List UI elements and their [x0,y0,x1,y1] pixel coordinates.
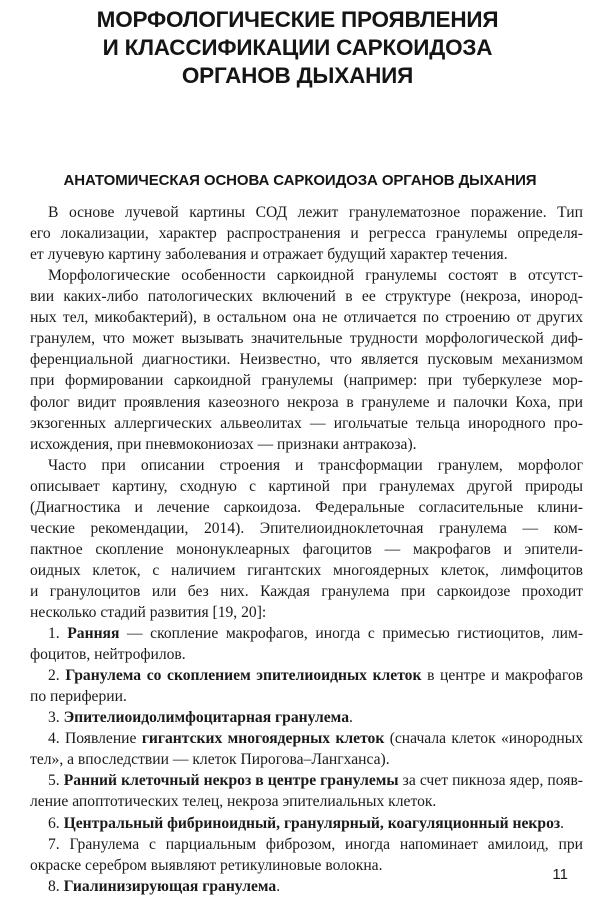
stage-term: Эпителиоидолимфоцитарная гранулема [63,709,349,727]
text-line: пактное скопление мононуклеарных фагоцитов — макрофагов и эпители- [30,540,583,558]
text-line: (Диагностика и лечение саркоидоза. Федеральные согласительные клини- [30,498,583,516]
list-item-lead: 3. [48,709,64,727]
text-line: оидных клеток, с наличием гигантских многоядерных клеток, лимфоцитов [30,561,583,579]
text-line [48,665,583,686]
text-line: ференциальной диагностики. Неизвестно, что является пусковым механизмом [30,351,583,369]
text-line [48,728,583,749]
list-item-lead: 1. [48,625,68,642]
list-item-lead: 5. [48,772,64,790]
section-title: АНАТОМИЧЕСКАЯ ОСНОВА САРКОИДОЗА ОРГАНОВ ДЫХАНИЯ [63,172,537,189]
list-item-lead: 2. [48,667,66,685]
text-line: его локализации, характер распространения и регресса гранулемы определя- [30,225,583,243]
text-line: окраске серебром выявляют ретикулиновые волокна. [30,856,383,874]
text-line: гранулем, что может вызывать значительные трудности морфологической диф- [30,330,583,348]
list-item-rest: — скопление макрофагов, иногда с примесью гистиоцитов, лим- [119,625,584,642]
text-line [48,876,583,897]
list-item-rest: . [560,814,565,832]
stage-term: Ранний клеточный некроз в центре гранулемы [63,772,399,790]
stage-term: гигантских многоядерных клеток [141,730,385,748]
text-line [48,623,583,644]
chapter-title-line: ОРГАНОВ ДЫХАНИЯ [181,63,414,88]
list-item-rest: . [276,877,281,895]
text-line [48,770,583,791]
text-line: тел», а впоследствии — клеток Пирогова–Лангханса). [30,751,390,769]
chapter-title-line: И КЛАССИФИКАЦИИ САРКОИДОЗА [102,35,493,60]
text-line: описывает картину, сходную с картиной при гранулемах другой природы [30,477,583,495]
text-line: при формировании саркоидной гранулемы (например: при туберкулезе мор- [30,372,583,390]
text-line [48,813,583,834]
stage-term: Центральный фибриноидный, гранулярный, коагуляционный некроз [63,814,561,832]
text-line: ление апоптотических телец, некроза эпителиальных клеток. [30,793,437,811]
text-line: фоцитов, нейтрофилов. [30,646,186,663]
text-line: ных тел, микобактерий), в остальном она не отличается по строению от других [30,309,583,327]
text-line: 7. Гранулема с парциальным фиброзом, иногда напоминает амилоид, при [48,835,583,853]
stage-term: Гиалинизирующая гранулема [63,877,277,895]
text-line: Часто при описании строения и трансформации гранулем, морфолог [48,456,583,474]
text-line: ческие рекомендации, 2014). Эпителиоидноклеточная гранулема — ком- [30,519,583,537]
list-item-rest: (сначала клеток «инородных [384,730,583,748]
list-item-lead: 4. Появление [48,730,142,748]
page-number: 11 [552,866,568,883]
chapter-title-line: МОРФОЛОГИЧЕСКИЕ ПРОЯВЛЕНИЯ [96,7,499,32]
list-item-rest: в центре и макрофагов [421,667,583,685]
text-line: экзогенных аллергических альвеолитах — игольчатые тельца инородного про- [30,414,583,432]
stage-term: Гранулема со скоплением эпителиоидных клеток [65,667,422,685]
text-line: фолог видит проявления казеозного некроза в гранулеме и палочки Коха, при [30,393,583,411]
text-line: вии каких-либо патологических включений в ее структуре (некроза, инород- [30,288,583,306]
text-line [48,707,583,728]
list-item-rest: . [349,709,353,727]
text-line: Морфологические особенности саркоидной гранулемы состоят в отсутст- [48,267,583,285]
chapter-title [20,6,575,90]
stage-term: Ранняя [67,625,120,642]
text-line: ет лучевую картину заболевания и отражает будущий характер течения. [30,246,508,264]
text-line: по периферии. [30,688,127,706]
text-line: В основе лучевой картины СОД лежит гранулематозное поражение. Тип [48,204,583,221]
list-item-lead: 6. [48,814,64,832]
list-item-rest: за счет пикноза ядер, появ- [398,772,584,790]
list-item-lead: 8. [48,877,64,895]
text-line: и гранулоцитов или без них. Каждая гранулема при саркоидозе проходит [30,582,583,600]
text-line: исхождения, при пневмокониозах — признаки антракоза). [30,435,417,453]
text-line: несколько стадий развития [19, 20]: [30,604,267,621]
